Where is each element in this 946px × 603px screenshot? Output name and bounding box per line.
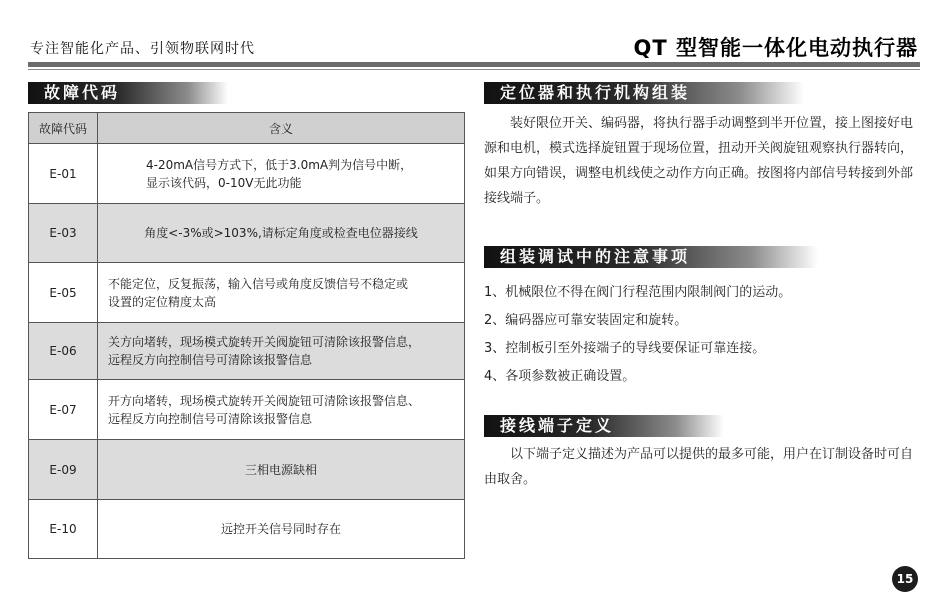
fault-description-line: 4-20mA信号方式下，低于3.0mA判为信号中断， — [146, 157, 413, 172]
table-row — [29, 500, 465, 559]
fault-description — [98, 380, 465, 440]
fault-description-line: 显示该代码，0-10V无此功能 — [146, 175, 302, 190]
terminal-section-title: 接线端子定义 — [484, 415, 724, 437]
fault-description — [98, 263, 465, 323]
fault-section-title: 故障代码 — [28, 82, 228, 104]
table-row — [29, 144, 465, 204]
terminal-paragraph: 以下端子定义描述为产品可以提供的最多可能，用户在订制设备时可自由取舍。 — [484, 447, 914, 487]
fault-code: E-10 — [29, 500, 98, 559]
page-number: 15 — [892, 566, 918, 592]
fault-code-table — [28, 112, 465, 559]
fault-description-line: 远程反方向控制信号可清除该报警信息 — [108, 353, 313, 367]
header-rule-thick — [28, 62, 920, 67]
table-row — [29, 263, 465, 323]
header-rule-thin — [28, 69, 920, 70]
fault-description: 远控开关信号同时存在 — [98, 500, 465, 559]
list-item: 4、各项参数被正确设置。 — [484, 369, 636, 384]
table-row — [29, 204, 465, 263]
notes-list — [484, 282, 920, 394]
fault-description-line: 不能定位，反复振荡，输入信号或角度反馈信号不稳定或 — [108, 276, 409, 291]
fault-description: 角度<-3%或>103%,请标定角度或检查电位器接线 — [98, 204, 465, 263]
list-item: 3、控制板引至外接端子的导线要保证可靠连接。 — [484, 341, 766, 356]
table-header-row — [29, 113, 465, 144]
fault-code: E-03 — [29, 204, 98, 263]
fault-code: E-07 — [29, 380, 98, 440]
fault-code: E-01 — [29, 144, 98, 204]
fault-code: E-05 — [29, 263, 98, 323]
fault-code: E-09 — [29, 440, 98, 500]
fault-description-line: 远程反方向控制信号可清除该报警信息 — [108, 411, 313, 426]
table-row — [29, 440, 465, 500]
product-title: QT 型智能一体化电动执行器 — [633, 36, 918, 60]
assembly-paragraph: 装好限位开关、编码器，将执行器手动调整到半开位置，接上图接好电源和电机，模式选择旋钮置于现场位置，扭动开关阀旋钮观察执行器转向，如果方向错误，调整电机线使之动作方向正确。按图将内部信号转接到外部接线端子。 — [484, 116, 914, 206]
fault-description — [98, 323, 465, 380]
fault-description-line: 关方向堵转，现场模式旋转开关阀旋钮可清除该报警信息， — [108, 335, 421, 349]
fault-description-line: 开方向堵转，现场模式旋转开关阀旋钮可清除该报警信息、 — [108, 393, 421, 408]
assembly-section-title: 定位器和执行机构组装 — [484, 82, 804, 104]
column-header-code: 故障代码 — [29, 113, 98, 144]
fault-description-line: 设置的定位精度太高 — [108, 294, 217, 309]
notes-section-title: 组装调试中的注意事项 — [484, 246, 818, 268]
header-slogan: 专注智能化产品、引领物联网时代 — [30, 41, 255, 57]
column-header-meaning: 含义 — [98, 113, 465, 144]
fault-description: 三相电源缺相 — [98, 440, 465, 500]
list-item: 1、机械限位不得在阀门行程范围内限制阀门的运动。 — [484, 285, 792, 300]
table-row — [29, 380, 465, 440]
table-row — [29, 323, 465, 380]
list-item: 2、编码器应可靠安装固定和旋转。 — [484, 313, 688, 328]
fault-description — [98, 144, 465, 204]
fault-code: E-06 — [29, 323, 98, 380]
